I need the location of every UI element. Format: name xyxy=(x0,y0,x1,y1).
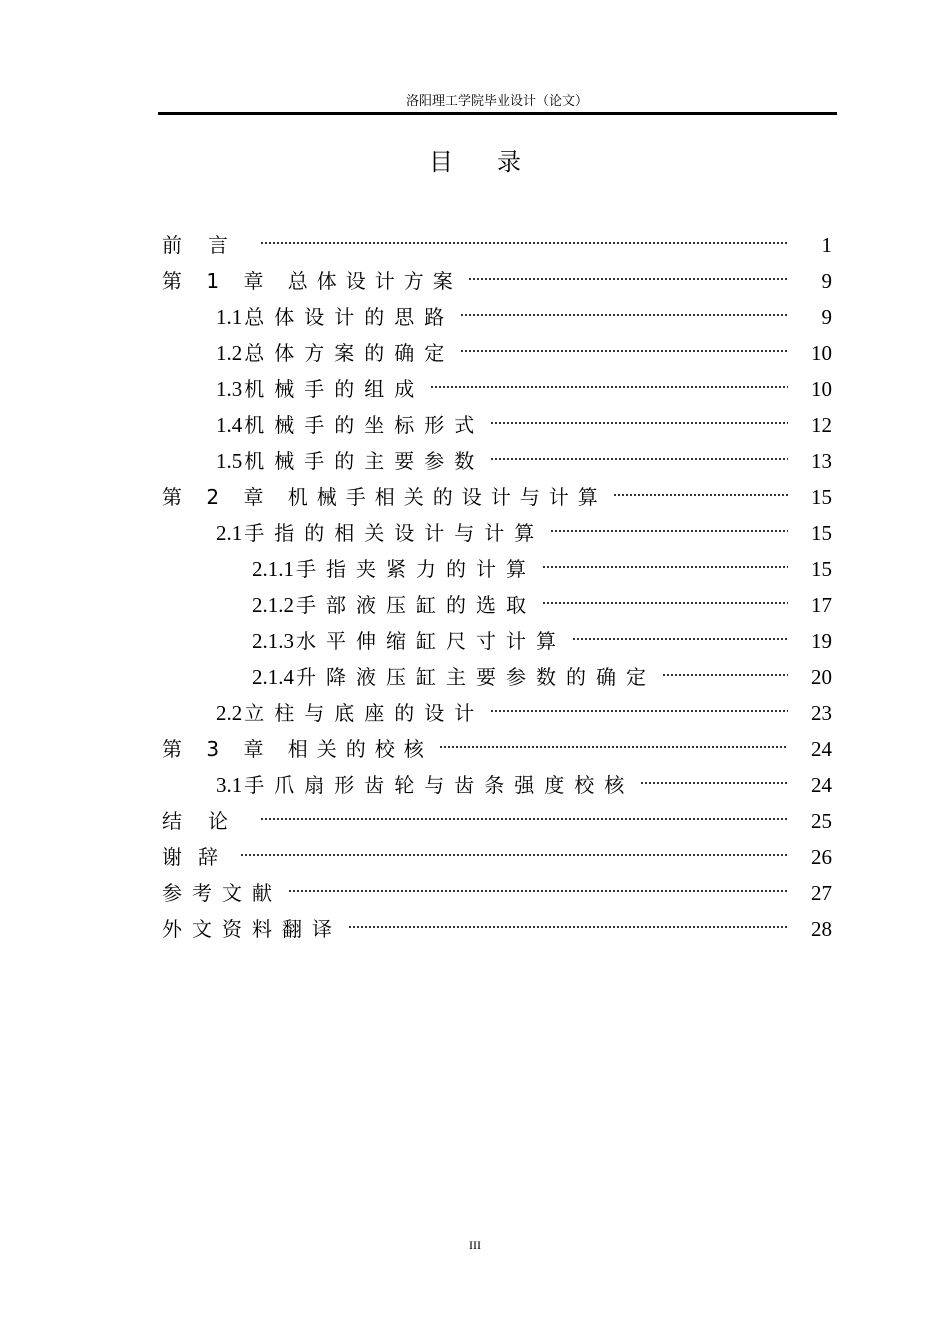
toc-entry-page: 24 xyxy=(811,773,832,797)
toc-entry[interactable] xyxy=(162,864,832,905)
toc-entry-page: 24 xyxy=(811,737,832,761)
toc-entry-title: 机械手的主要参数 xyxy=(244,449,485,473)
toc-leader-dots xyxy=(439,720,788,756)
toc-leader-dots xyxy=(613,468,788,504)
toc-entry[interactable] xyxy=(162,792,832,833)
toc-entry-title: 前言 xyxy=(162,233,254,257)
toc-entry-title: 手指的相关设计与计算 xyxy=(244,521,545,545)
toc-entry[interactable] xyxy=(162,828,832,869)
toc-entry-number: 2.1.2 xyxy=(252,593,294,617)
toc-entry-title: 手指夹紧力的计算 xyxy=(296,557,536,581)
toc-entry-title: 外文资料翻译 xyxy=(162,917,342,941)
toc-entry-page: 9 xyxy=(821,269,832,293)
toc-leader-dots xyxy=(572,612,788,648)
toc-entry-page: 15 xyxy=(811,485,832,509)
toc-leader-dots xyxy=(430,360,788,396)
toc-entry-number: 2.1 xyxy=(216,521,243,545)
toc-leader-dots xyxy=(240,828,788,864)
toc-entry-page: 25 xyxy=(811,809,832,833)
toc-entry-title: 参考文献 xyxy=(162,881,282,905)
page-number: III xyxy=(469,1238,481,1252)
toc-entry-page: 23 xyxy=(811,701,832,725)
toc-entry-title: 水平伸缩缸尺寸计算 xyxy=(296,629,566,653)
toc-entry-title: 第 1 章 总体设计方案 xyxy=(162,269,462,293)
toc-entry[interactable] xyxy=(162,252,832,293)
toc-entry-number: 2.1.4 xyxy=(252,665,294,689)
toc-entry-page: 13 xyxy=(811,449,832,473)
toc-entry-title: 第 2 章 机械手相关的设计与计算 xyxy=(162,485,607,509)
toc-leader-dots xyxy=(542,576,788,612)
toc-entry-title: 立柱与底座的设计 xyxy=(244,701,485,725)
toc-entry-page: 17 xyxy=(811,593,832,617)
toc-entry[interactable] xyxy=(162,216,832,257)
toc-title: 目录 xyxy=(429,148,565,176)
toc-entry-number: 1.3 xyxy=(216,377,243,401)
toc-entry-title: 手爪扇形齿轮与齿条强度校核 xyxy=(244,773,635,797)
toc-entry-title: 手部液压缸的选取 xyxy=(296,593,536,617)
toc-entry-title: 总体设计的思路 xyxy=(244,305,455,329)
toc-leader-dots xyxy=(640,756,788,792)
toc-entry-page: 26 xyxy=(811,845,832,869)
toc-leader-dots xyxy=(542,540,788,576)
toc-entry-page: 10 xyxy=(811,341,832,365)
toc-leader-dots xyxy=(460,288,788,324)
toc-entry-title: 总体方案的确定 xyxy=(244,341,455,365)
toc-leader-dots xyxy=(348,900,788,936)
toc-entry-page: 12 xyxy=(811,413,832,437)
document-header: 洛阳理工学院毕业设计（论文） xyxy=(405,94,588,109)
toc-leader-dots xyxy=(468,252,788,288)
toc-entry-title: 第 3 章 相关的校核 xyxy=(162,737,433,761)
toc-entry-title: 升降液压缸主要参数的确定 xyxy=(296,665,656,689)
toc-leader-dots xyxy=(490,432,788,468)
toc-entry-number: 1.1 xyxy=(216,305,243,329)
toc-leader-dots xyxy=(550,504,788,540)
toc-leader-dots xyxy=(260,216,788,252)
toc-entry-page: 28 xyxy=(811,917,832,941)
toc-entry-page: 9 xyxy=(821,305,832,329)
toc-entry-title: 机械手的坐标形式 xyxy=(244,413,485,437)
toc-entry-number: 2.2 xyxy=(216,701,243,725)
toc-entry-page: 15 xyxy=(811,557,832,581)
toc-entry-number: 1.4 xyxy=(216,413,243,437)
toc-entry-number: 3.1 xyxy=(216,773,243,797)
toc-entry-number: 2.1.3 xyxy=(252,629,294,653)
toc-leader-dots xyxy=(288,864,788,900)
toc-entry-number: 1.5 xyxy=(216,449,243,473)
toc-entry-page: 19 xyxy=(811,629,832,653)
toc-leader-dots xyxy=(460,324,788,360)
toc-entry-page: 15 xyxy=(811,521,832,545)
toc-leader-dots xyxy=(490,396,788,432)
table-of-contents xyxy=(162,216,832,941)
toc-entry-number: 1.2 xyxy=(216,341,243,365)
toc-leader-dots xyxy=(260,792,788,828)
toc-entry-title: 谢辞 xyxy=(162,845,234,869)
toc-entry-title: 结论 xyxy=(162,809,254,833)
toc-leader-dots xyxy=(490,684,788,720)
toc-entry-page: 10 xyxy=(811,377,832,401)
toc-leader-dots xyxy=(662,648,788,684)
toc-entry-page: 1 xyxy=(821,233,832,257)
toc-entry-number: 2.1.1 xyxy=(252,557,294,581)
toc-entry-title: 机械手的组成 xyxy=(244,377,425,401)
toc-entry-page: 27 xyxy=(811,881,832,905)
toc-entry-page: 20 xyxy=(811,665,832,689)
header-rule xyxy=(158,112,837,115)
